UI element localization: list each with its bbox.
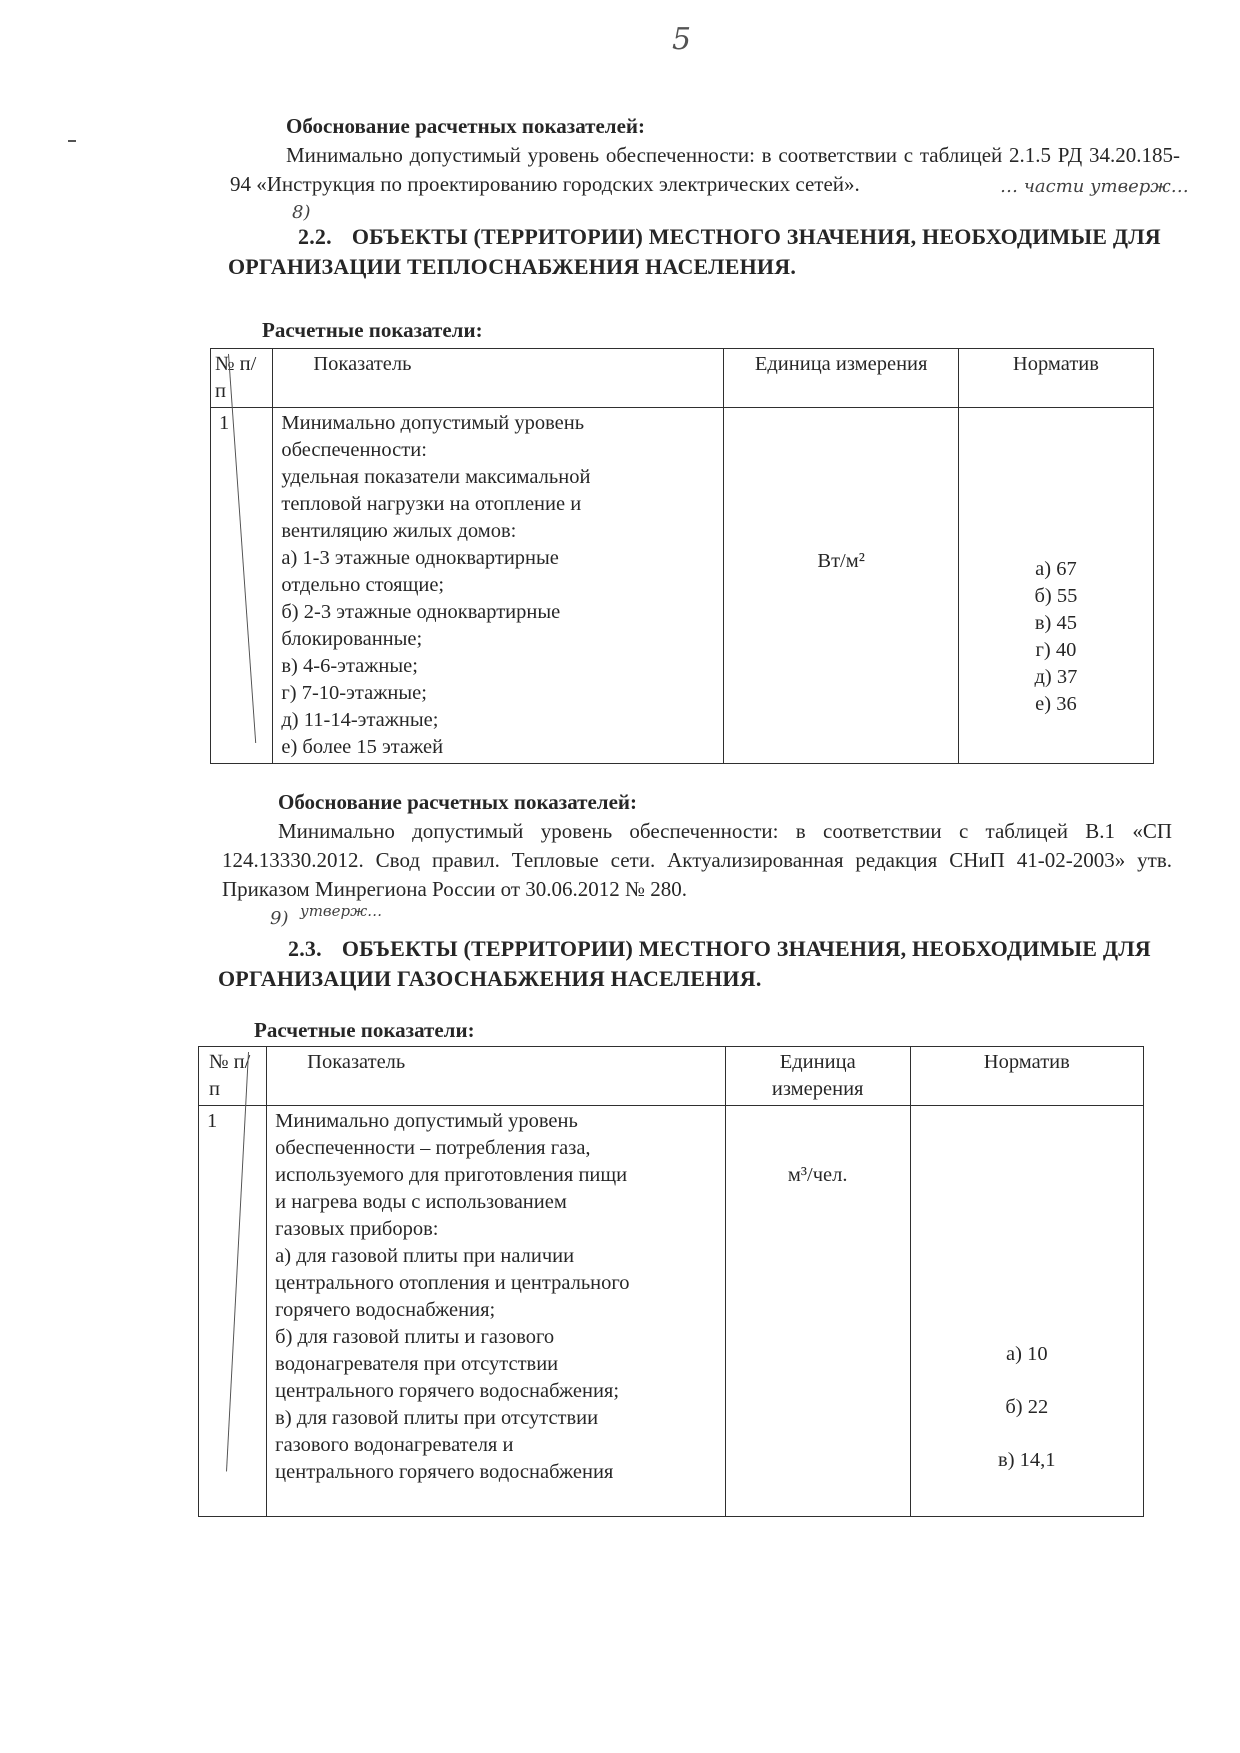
norm-value: е) 36 [1035, 693, 1077, 715]
row-unit: м³/чел. [725, 1106, 910, 1517]
indicator-line: центрального горячего водоснабжения [275, 1461, 614, 1483]
indicator-line: горячего водоснабжения; [275, 1299, 496, 1321]
table-header-row [199, 1047, 1144, 1106]
row-indicator [267, 1106, 726, 1517]
row-num: 1 [211, 408, 273, 764]
heat-section-basis [222, 788, 1172, 904]
handwritten-section-number: 8) [292, 202, 311, 223]
indicator-line: в) для газовой плиты при отсутствии [275, 1407, 599, 1429]
row-norms [958, 408, 1153, 764]
indicator-line: Минимально допустимый уровень [275, 1110, 578, 1132]
heat-indicators-table [210, 348, 1154, 764]
indicator-line: отдельно стоящие; [281, 574, 445, 596]
indicator-line: удельная показатели максимальной [281, 466, 591, 488]
indicator-line: б) 2-3 этажные одноквартирные [281, 601, 561, 623]
indicator-line: г) 7-10-этажные; [281, 682, 427, 704]
indicator-line: а) для газовой плиты при наличии [275, 1245, 575, 1267]
norm-value: в) 14,1 [998, 1449, 1056, 1471]
norm-value: б) 22 [1005, 1396, 1049, 1418]
indicator-line: газовых приборов: [275, 1218, 439, 1240]
table-row [199, 1106, 1144, 1517]
header-indicator: Показатель [267, 1047, 726, 1106]
basis-title: Обоснование расчетных показателей: [286, 114, 645, 138]
header-indicator: Показатель [273, 349, 724, 408]
indicator-line: а) 1-3 этажные одноквартирные [281, 547, 559, 569]
indicator-line: е) более 15 этажей [281, 736, 444, 758]
basis-text: Минимально допустимый уровень обеспеченности: в соответствии с таблицей 2.1.5 РД 34.20.185-94 «Инструкция по проектированию городских электрических сетей». [230, 143, 1180, 196]
calc-label-heat: Расчетные показатели: [262, 318, 483, 342]
header-num: № п/п [211, 349, 273, 408]
margin-mark [68, 140, 76, 142]
norm-value: д) 37 [1034, 666, 1078, 688]
gas-indicators-table [198, 1046, 1144, 1517]
norm-value: б) 55 [1034, 585, 1078, 607]
norm-value: а) 67 [1035, 558, 1077, 580]
page-number: 5 [672, 22, 692, 57]
section-number: 2.3. [288, 936, 322, 961]
section-heading-gas [218, 934, 1178, 994]
basis-text: Минимально допустимый уровень обеспеченности: в соответствии с таблицей В.1 «СП 124.13330.2012. Свод правил. Тепловые сети. Актуализированная редакция СНиП 41-02-2003» утв. Приказом Минрегиона России от 30.06.2012 № 280. [222, 819, 1172, 901]
indicator-line: обеспеченности: [281, 439, 427, 461]
indicator-line: и нагрева воды с использованием [275, 1191, 567, 1213]
section-number: 2.2. [298, 224, 332, 249]
indicator-line: центрального отопления и центрального [275, 1272, 630, 1294]
basis-title: Обоснование расчетных показателей: [278, 790, 637, 814]
norm-value: а) 10 [1006, 1343, 1048, 1365]
indicator-line: д) 11-14-этажные; [281, 709, 439, 731]
table-header-row [211, 349, 1154, 408]
norm-value: в) 45 [1034, 612, 1077, 634]
calc-label-gas: Расчетные показатели: [254, 1018, 475, 1042]
header-norm: Норматив [910, 1047, 1143, 1106]
header-num: № п/п [199, 1047, 267, 1106]
handwritten-note: … части утверж… [1000, 176, 1189, 197]
row-indicator [273, 408, 724, 764]
indicator-line: обеспеченности – потребления газа, [275, 1137, 591, 1159]
indicator-line: центрального горячего водоснабжения; [275, 1380, 620, 1402]
table-row [211, 408, 1154, 764]
indicator-line: газового водонагревателя и [275, 1434, 514, 1456]
indicator-line: водонагревателя при отсутствии [275, 1353, 559, 1375]
indicator-line: Минимально допустимый уровень [281, 412, 585, 434]
section-title: ОБЪЕКТЫ (ТЕРРИТОРИИ) МЕСТНОГО ЗНАЧЕНИЯ, НЕОБХОДИМЫЕ ДЛЯ ОРГАНИЗАЦИИ ГАЗОСНАБЖЕНИЯ НАСЕЛЕНИЯ. [218, 936, 1151, 991]
header-unit: Единица измерения [725, 1047, 910, 1106]
norm-value: г) 40 [1035, 639, 1077, 661]
header-norm: Норматив [958, 349, 1153, 408]
indicator-line: вентиляцию жилых домов: [281, 520, 517, 542]
indicator-line: б) для газовой плиты и газового [275, 1326, 555, 1348]
indicator-line: блокированные; [281, 628, 423, 650]
section-title: ОБЪЕКТЫ (ТЕРРИТОРИИ) МЕСТНОГО ЗНАЧЕНИЯ, НЕОБХОДИМЫЕ ДЛЯ ОРГАНИЗАЦИИ ТЕПЛОСНАБЖЕНИЯ НАСЕЛЕНИЯ. [228, 224, 1161, 279]
indicator-line: тепловой нагрузки на отопление и [281, 493, 582, 515]
handwritten-note: утверж… [300, 902, 383, 920]
indicator-line: в) 4-6-этажные; [281, 655, 418, 677]
row-norms [910, 1106, 1143, 1517]
row-num: 1 [199, 1106, 267, 1517]
section-heading-heat [228, 222, 1188, 282]
row-unit: Вт/м² [724, 408, 958, 764]
handwritten-section-number: 9) [270, 908, 289, 929]
indicator-line: используемого для приготовления пищи [275, 1164, 628, 1186]
header-unit: Единица измерения [724, 349, 958, 408]
